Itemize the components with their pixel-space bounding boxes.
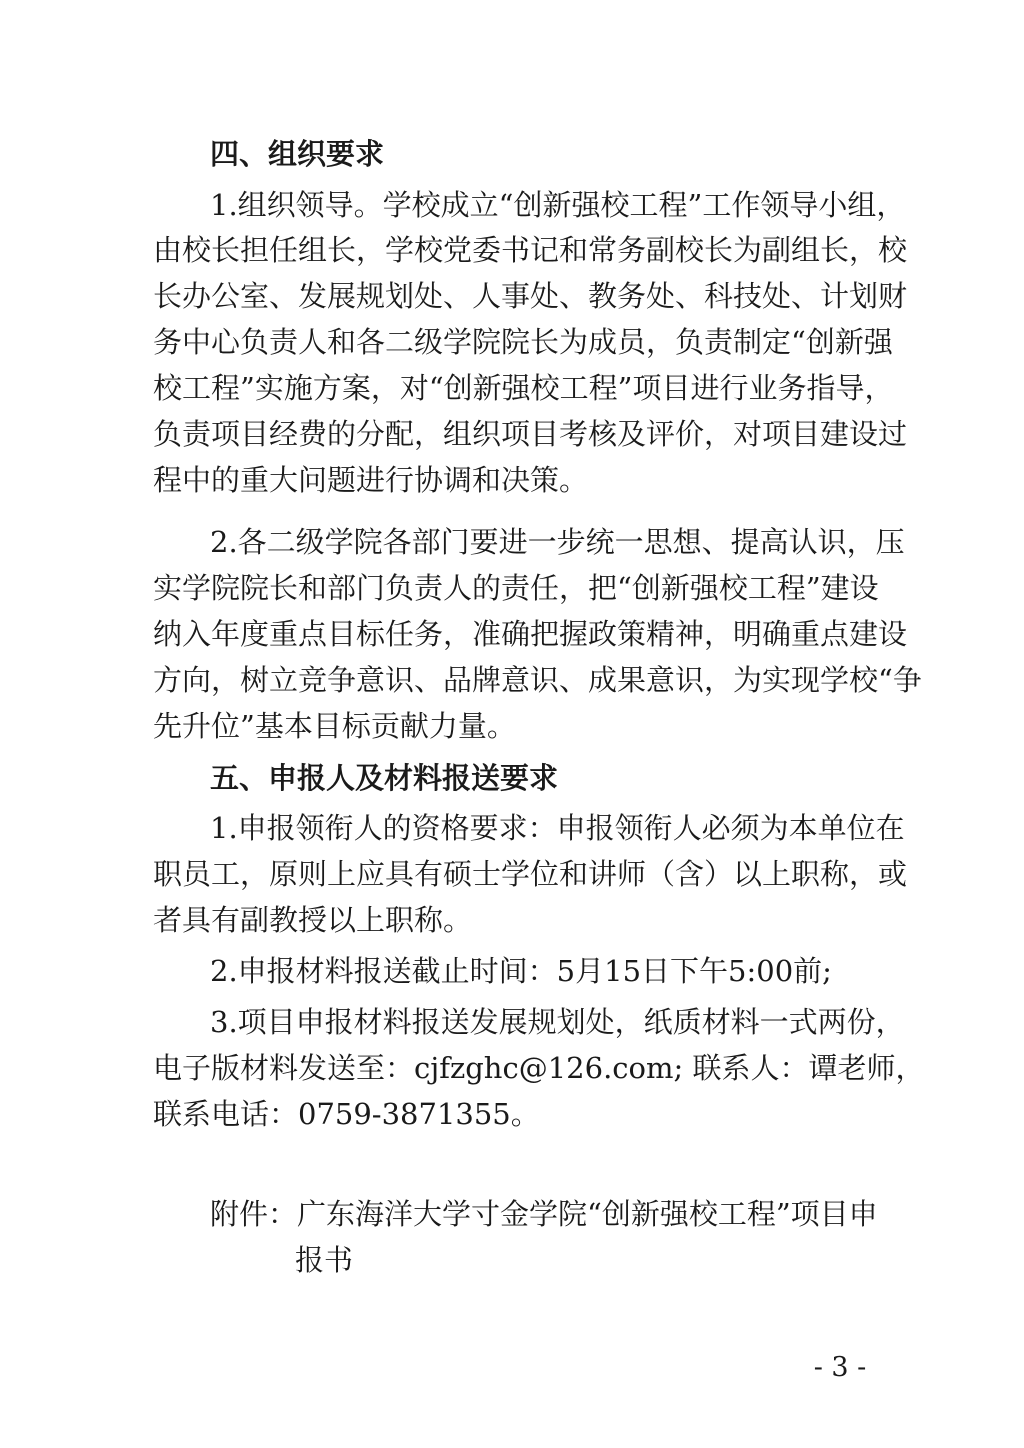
paragraph-line: 程中的重大问题进行协调和决策。 (153, 463, 589, 497)
paragraph-line: 者具有副教授以上职称。 (153, 903, 473, 937)
paragraph-line: 校工程”实施方案，对“创新强校工程”项目进行业务指导， (153, 371, 894, 405)
attachment-line: 附件：广东海洋大学寸金学院“创新强校工程”项目申 (210, 1197, 878, 1231)
paragraph-line: 3.项目申报材料报送发展规划处，纸质材料一式两份， (210, 1005, 905, 1039)
section-heading-organization: 四、组织要求 (210, 137, 385, 171)
attachment-line: 报书 (295, 1243, 354, 1277)
paragraph-line: 2.各二级学院各部门要进一步统一思想、提高认识，压 (210, 525, 905, 559)
section-heading-application: 五、申报人及材料报送要求 (210, 761, 559, 795)
paragraph-line: 务中心负责人和各二级学院院长为成员，负责制定“创新强 (153, 325, 893, 359)
paragraph-line: 职员工，原则上应具有硕士学位和讲师（含）以上职称，或 (153, 857, 908, 891)
paragraph-line: 实学院院长和部门负责人的责任，把“创新强校工程”建设 (153, 571, 879, 605)
paragraph-line: 1.组织领导。学校成立“创新强校工程”工作领导小组， (210, 188, 906, 222)
paragraph-line: 先升位”基本目标贡献力量。 (153, 709, 516, 743)
page-number: - 3 - (813, 1352, 867, 1383)
paragraph-line: 纳入年度重点目标任务，准确把握政策精神，明确重点建设 (153, 617, 908, 651)
paragraph-line: 负责项目经费的分配，组织项目考核及评价，对项目建设过 (153, 417, 908, 451)
paragraph-line: 联系电话：0759-3871355。 (153, 1097, 540, 1131)
paragraph-line: 方向，树立竞争意识、品牌意识、成果意识，为实现学校“争 (153, 663, 922, 697)
paragraph-line: 1.申报领衔人的资格要求：申报领衔人必须为本单位在 (210, 811, 905, 845)
paragraph-line: 长办公室、发展规划处、人事处、教务处、科技处、计划财 (153, 279, 908, 313)
paragraph-line: 由校长担任组长，学校党委书记和常务副校长为副组长，校 (153, 233, 908, 267)
paragraph-line: 2.申报材料报送截止时间：5月15日下午5:00前; (210, 954, 832, 988)
paragraph-line: 电子版材料发送至：cjfzghc@126.com; 联系人：谭老师， (153, 1051, 925, 1085)
